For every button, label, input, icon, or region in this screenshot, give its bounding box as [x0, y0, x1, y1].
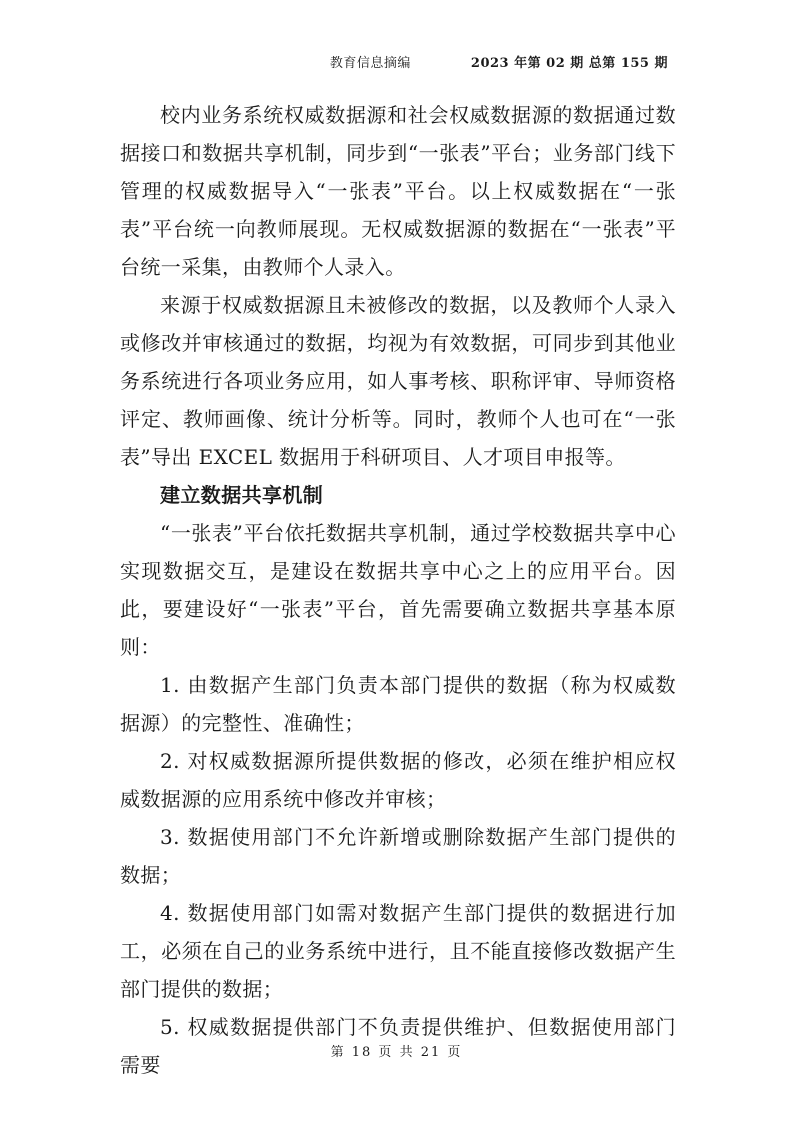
- page-number: 第 18 页 共 21 页: [330, 1045, 463, 1060]
- page-header: [330, 52, 668, 71]
- principle-item-2: 2. 对权威数据源所提供数据的修改，必须在维护相应权威数据源的应用系统中修改并审核；: [120, 749, 676, 811]
- paragraph-sharing-intro: “一张表”平台依托数据共享机制，通过学校数据共享中心实现数据交互，是建设在数据共享中心之上的应用平台。因此，要建设好“一张表”平台，首先需要确立数据共享基本原则：: [120, 521, 676, 659]
- principle-item-4: 4. 数据使用部门如需对数据产生部门提供的数据进行加工，必须在自己的业务系统中进行，且不能直接修改数据产生部门提供的数据；: [120, 901, 676, 1001]
- principle-item-1: 1. 由数据产生部门负责本部门提供的数据（称为权威数据源）的完整性、准确性；: [120, 673, 676, 735]
- principle-item-3: 3. 数据使用部门不允许新增或删除数据产生部门提供的数据；: [120, 825, 676, 887]
- document-body: [120, 96, 676, 1084]
- paragraph-data-sync: 校内业务系统权威数据源和社会权威数据源的数据通过数据接口和数据共享机制，同步到“一张表”平台；业务部门线下管理的权威数据导入“一张表”平台。以上权威数据在“一张表”平台统一向教师展现。无权威数据源的数据在“一张表”平台统一采集，由教师个人录入。: [120, 103, 676, 279]
- section-heading: 建立数据共享机制: [160, 483, 324, 507]
- publication-title: 教育信息摘编: [329, 56, 411, 71]
- issue-number: 2023 年第 02 期 总第 155 期: [470, 56, 668, 71]
- principle-item-5: 5. 权威数据提供部门不负责提供维护、但数据使用部门需要: [120, 1015, 676, 1077]
- paragraph-valid-data: 来源于权威数据源且未被修改的数据，以及教师个人录入或修改并审核通过的数据，均视为有效数据，可同步到其他业务系统进行各项业务应用，如人事考核、职称评审、导师资格评定、教师画像、统计分析等。同时，教师个人也可在“一张表”导出 EXCEL 数据用于科研项目、人才项目申报等。: [120, 293, 676, 469]
